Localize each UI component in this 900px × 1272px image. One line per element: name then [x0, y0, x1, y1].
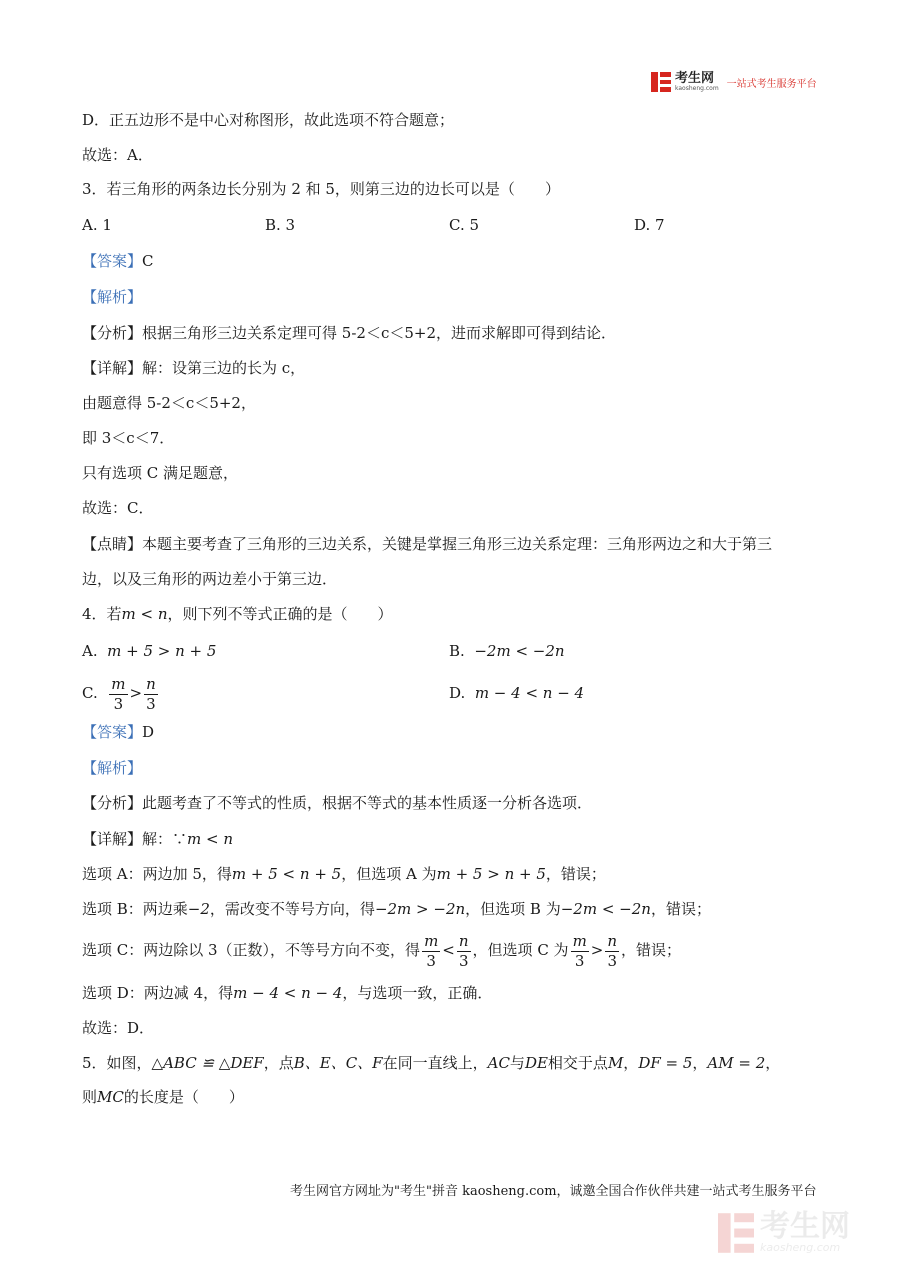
q3-analysis-label: 【分析】: [82, 324, 143, 342]
q3-detail-row: [82, 357, 305, 379]
q4-stem-math: m < n: [121, 605, 168, 623]
q4-option-b: [449, 640, 565, 662]
q4-detail-intro: 解：∵: [142, 830, 188, 848]
q4-stem-post: ，则下列不等式正确的是（ ）: [167, 605, 393, 623]
q3-comment-line1: 本题主要考查了三角形的三边关系，关键是掌握三角形三边关系定理：三角形两边之和大于第三: [142, 535, 773, 553]
q2-option-d-note: D．正五边形不是中心对称图形，故此选项不符合题意；: [82, 111, 455, 129]
q3-analysis-text-row: [82, 322, 616, 344]
q4-option-c-op: >: [129, 684, 143, 702]
q4-detail-a: 选项 A：两边加 5，得m + 5 < n + 5，但选项 A 为m + 5 > n + 5，错误；: [82, 865, 606, 883]
q3-analysis-tag: 【解析】: [82, 288, 143, 306]
q4-answer-tag: 【答案】: [82, 723, 143, 741]
q3-comment-label: 【点睛】: [82, 535, 143, 553]
q3-detail-line2: 由题意得 5-2＜c＜5+2，: [82, 394, 256, 412]
q3-option-a: A. 1: [82, 216, 112, 234]
q4-detail-label: 【详解】: [82, 830, 143, 848]
q3-stem: 3．若三角形的两条边长分别为 2 和 5，则第三边的边长可以是（ ）: [82, 180, 560, 198]
q4-analysis-tag: 【解析】: [82, 759, 143, 777]
q3-option-c: C. 5: [449, 216, 480, 234]
q2-conclusion: 故选：A．: [82, 146, 153, 164]
q3-option-d: D. 7: [634, 216, 665, 234]
q3-analysis-row: [82, 286, 142, 308]
watermark-logo-icon: [718, 1213, 754, 1253]
q4-option-c-label: C.: [82, 684, 98, 702]
q3-comment-line2: 边，以及三角形的两边差小于第三边．: [82, 570, 338, 588]
q3-detail-label: 【详解】: [82, 359, 143, 377]
logo-name: 考生网: [675, 71, 715, 86]
q3-detail-line1: 解：设第三边的长为 c，: [142, 359, 306, 377]
q4-detail-intro-math: m < n: [187, 830, 234, 848]
watermark-url: kaosheng.com: [760, 1241, 841, 1254]
q4-option-d: [449, 682, 584, 704]
q4-answer: D: [142, 723, 155, 741]
q3-analysis-text: 根据三角形三边关系定理可得 5-2＜c＜5+2，进而求解即可得到结论．: [142, 324, 616, 342]
q4-option-a-label: A.: [82, 642, 98, 660]
q3-conclusion: 故选：C．: [82, 499, 154, 517]
q4-option-d-math: m − 4 < n − 4: [474, 684, 585, 702]
q4-detail-c: 选项 C：两边除以 3（正数），不等号方向不变，得 $\frac{m}{3}$ < $\frac{n}{3}$ ，但选项 C 为 $\frac{m}{3}$ > $\frac{n}{3}$ ，错误；: [82, 931, 682, 970]
q4-option-c: [82, 673, 160, 713]
q3-comment-row: [82, 533, 772, 555]
q4-option-b-label: B.: [449, 642, 465, 660]
q4-option-a-math: m + 5 > n + 5: [107, 642, 217, 660]
q4-analysis-text: 此题考查了不等式的性质，根据不等式的基本性质逐一分析各选项．: [142, 794, 593, 812]
q4-stem-pre: 4．若: [82, 605, 122, 623]
watermark: [718, 1209, 850, 1254]
q3-option-b: B. 3: [265, 216, 296, 234]
q4-option-c-frac-left: $\frac{m}{3}$: [111, 674, 126, 713]
q4-answer-row: [82, 721, 154, 743]
q3-answer-tag: 【答案】: [82, 252, 143, 270]
q3-answer-row: [82, 250, 154, 272]
watermark-name: 考生网: [760, 1209, 850, 1244]
kaosheng-logo-icon: [651, 72, 671, 92]
q4-option-d-label: D.: [449, 684, 466, 702]
q4-option-a: [82, 640, 216, 662]
q5-stem-line1: 5．如图，△ABC ≌ △DEF，点B、E、C、F在同一直线上，AC与DE相交于点M，DF = 5，AM = 2，: [82, 1054, 781, 1072]
q3-detail-line4: 只有选项 C 满足题意，: [82, 464, 239, 482]
q4-analysis-text-row: [82, 792, 592, 814]
header-slogan: 一站式考生服务平台: [726, 78, 817, 90]
q3-answer: C: [142, 252, 154, 270]
logo-url: kaosheng.com: [675, 85, 719, 92]
q5-stem-line2: 则MC的长度是（ ）: [82, 1088, 244, 1106]
q4-option-b-math: −2m < −2n: [474, 642, 565, 660]
q4-analysis-label: 【分析】: [82, 794, 143, 812]
q3-detail-line3: 即 3＜c＜7．: [82, 429, 175, 447]
q4-stem: [82, 603, 393, 625]
q4-detail-row: [82, 828, 233, 850]
q4-option-c-frac-right: $\frac{n}{3}$: [146, 674, 156, 713]
footer-text: 考生网官方网址为"考生"拼音 kaosheng.com，诚邀全国合作伙伴共建一站式考生服务平台: [290, 1184, 817, 1199]
q4-detail-b: 选项 B：两边乘−2，需改变不等号方向，得−2m > −2n，但选项 B 为−2m < −2n，错误；: [82, 900, 711, 918]
q4-conclusion: 故选：D．: [82, 1019, 155, 1037]
q4-analysis-row: [82, 757, 142, 779]
header-logo: [651, 72, 817, 92]
q4-detail-d: 选项 D：两边减 4，得m − 4 < n − 4，与选项一致，正确．: [82, 984, 493, 1002]
